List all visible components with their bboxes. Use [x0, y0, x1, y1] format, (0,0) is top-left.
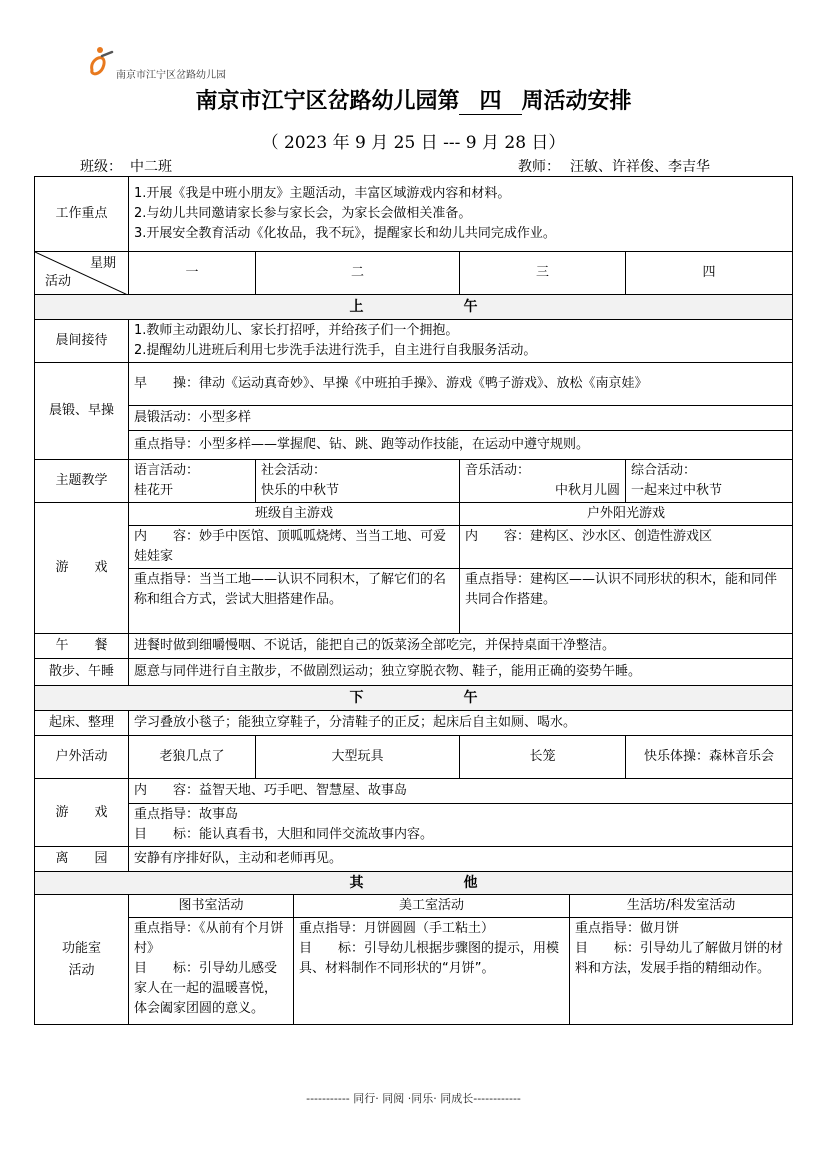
leave-label: 离 园 [35, 847, 129, 872]
games-label: 游 戏 [35, 503, 129, 634]
outdoor-games-title: 户外阳光游戏 [460, 503, 793, 526]
arrival-label: 晨间接待 [35, 320, 129, 363]
theme-cell [256, 460, 460, 503]
room-guide: 重点指导：《从前有个月饼村》 [134, 921, 284, 956]
life-room-title: 生活坊/科发室活动 [570, 895, 793, 918]
afternoon-games-row [35, 804, 793, 847]
theme-label: 主题教学 [35, 460, 129, 503]
games-row [35, 503, 793, 526]
teacher-info [518, 156, 720, 177]
room-guide: 重点指导：月饼圆圆（手工粘土） [299, 921, 495, 936]
wake-row [35, 711, 793, 736]
theme-type: 音乐活动： [465, 463, 531, 478]
wake-content: 学习叠放小毯子；能独立穿鞋子，分清鞋子的正反；起床后自主如厕、喝水。 [129, 711, 793, 736]
section-char: 其 [349, 875, 364, 891]
theme-type: 语言活动： [134, 463, 200, 478]
arrival-item: 1.教师主动跟幼儿、家长打招呼，并给孩子们一个拥抱。 [134, 323, 459, 338]
theme-name: 桂花开 [134, 483, 174, 498]
week-number: 四 [459, 88, 521, 115]
library-content [129, 918, 294, 1025]
focus-content [129, 177, 793, 252]
nap-row [35, 659, 793, 686]
class-label: 班级： [80, 159, 122, 175]
games-row [35, 526, 793, 569]
class-games-content: 内 容：妙手中医馆、顶呱呱烧烤、当当工地、可爱娃娃家 [129, 526, 460, 569]
weekday-header-top: 星期 [89, 256, 116, 271]
section-char: 午 [463, 299, 478, 315]
exercise-row [35, 406, 793, 431]
room-goal: 目 标：引导幼儿了解做月饼的材料和方法，发展手指的精细动作。 [575, 941, 784, 976]
room-goal: 目 标：引导幼儿根据步骤图的提示，用模具、材料制作不同形状的“月饼”。 [299, 941, 560, 976]
theme-type: 综合活动： [631, 463, 697, 478]
weekday-cell: 三 [460, 252, 626, 295]
theme-cell [626, 460, 793, 503]
teacher-value: 汪敏、许祥俊、李吉华 [560, 158, 720, 177]
class-games-title: 班级自主游戏 [129, 503, 460, 526]
page-title [0, 84, 827, 115]
wake-label: 起床、整理 [35, 711, 129, 736]
art-room-title: 美工室活动 [294, 895, 570, 918]
weekday-diagonal-cell [35, 252, 129, 295]
exercise-row [35, 431, 793, 460]
theme-row [35, 460, 793, 503]
arrival-row [35, 320, 793, 363]
exercise-row [35, 363, 793, 406]
lunch-row [35, 634, 793, 659]
theme-cell [129, 460, 256, 503]
games-row [35, 569, 793, 634]
section-char: 上 [349, 299, 364, 315]
other-section-row [35, 872, 793, 895]
outdoor-games-guide: 重点指导：建构区——认识不同形状的积木，能和同伴共同合作搭建。 [460, 569, 793, 634]
class-info [80, 156, 180, 177]
weekday-header-row [35, 252, 793, 295]
afternoon-games-row [35, 779, 793, 804]
section-char: 午 [463, 690, 478, 706]
room-guide: 重点指导：做月饼 [575, 921, 680, 936]
arrival-item: 2.提醒幼儿进班后利用七步洗手法进行洗手，自主进行自我服务活动。 [134, 343, 537, 358]
lunch-label: 午 餐 [35, 634, 129, 659]
life-room-content [570, 918, 793, 1025]
afternoon-games-label: 游 戏 [35, 779, 129, 847]
function-room-content-row [35, 918, 793, 1025]
nap-content: 愿意与同伴进行自主散步，不做剧烈运动；独立穿脱衣物、鞋子，能用正确的姿势午睡。 [129, 659, 793, 686]
outdoor-label: 户外活动 [35, 736, 129, 779]
schedule-table [34, 176, 793, 1025]
theme-name: 一起来过中秋节 [631, 483, 723, 498]
exercise-line: 重点指导：小型多样——掌握爬、钻、跳、跑等动作技能，在运动中遵守规则。 [129, 431, 793, 460]
outdoor-cell: 老狼几点了 [129, 736, 256, 779]
exercise-label: 晨锻、早操 [35, 363, 129, 460]
exercise-line: 早 操：律动《运动真奇妙》、早操《中班拍手操》、游戏《鸭子游戏》、放松《南京娃》 [129, 363, 793, 406]
afternoon-games-guide [129, 804, 793, 847]
outdoor-row [35, 736, 793, 779]
room-goal: 目 标：引导幼儿感受家人在一起的温暖喜悦，体会阖家团圆的意义。 [134, 961, 278, 1016]
focus-item: 2.与幼儿共同邀请家长参与家长会，为家长会做相关准备。 [134, 206, 472, 221]
leave-row [35, 847, 793, 872]
theme-cell [460, 460, 626, 503]
focus-label: 工作重点 [35, 177, 129, 252]
theme-name: 中秋月儿圆 [554, 483, 620, 498]
function-room-title-row [35, 895, 793, 918]
nap-label: 散步、午睡 [35, 659, 129, 686]
afternoon-games-guide-line: 重点指导：故事岛 [134, 807, 239, 822]
library-title: 图书室活动 [129, 895, 294, 918]
theme-type: 社会活动： [261, 463, 327, 478]
morning-section-row [35, 295, 793, 320]
theme-name: 快乐的中秋节 [261, 483, 340, 498]
outdoor-cell: 长笼 [460, 736, 626, 779]
title-suffix: 周活动安排 [521, 88, 632, 114]
outdoor-games-content: 内 容：建构区、沙水区、创造性游戏区 [460, 526, 793, 569]
section-char: 他 [463, 875, 478, 891]
weekday-cell: 一 [129, 252, 256, 295]
focus-item: 3.开展安全教育活动《化妆品，我不玩》，提醒家长和幼儿共同完成作业。 [134, 226, 556, 241]
outdoor-cell: 快乐体操：森林音乐会 [626, 736, 793, 779]
kindergarten-logo-icon [88, 44, 118, 76]
afternoon-games-goal-line: 目 标：能认真看书，大胆和同伴交流故事内容。 [134, 827, 434, 842]
focus-row [35, 177, 793, 252]
section-char: 下 [349, 690, 364, 706]
weekday-cell: 二 [256, 252, 460, 295]
leave-content: 安静有序排好队，主动和老师再见。 [129, 847, 793, 872]
function-room-label: 功能室 活动 [35, 895, 129, 1025]
outdoor-cell: 大型玩具 [256, 736, 460, 779]
lunch-content: 进餐时做到细嚼慢咽、不说话，能把自己的饭菜汤全部吃完，并保持桌面干净整洁。 [129, 634, 793, 659]
morning-section-heading [35, 295, 793, 320]
other-section-heading [35, 872, 793, 895]
exercise-line: 晨锻活动：小型多样 [129, 406, 793, 431]
title-prefix: 南京市江宁区岔路幼儿园第 [195, 88, 460, 114]
arrival-content [129, 320, 793, 363]
class-games-guide: 重点指导：当当工地——认识不同积木，了解它们的名称和组合方式，尝试大胆搭建作品。 [129, 569, 460, 634]
focus-item: 1.开展《我是中班小朋友》主题活动，丰富区域游戏内容和材料。 [134, 186, 511, 201]
logo-text: 南京市江宁区岔路幼儿园 [116, 70, 226, 81]
class-value: 中二班 [122, 158, 180, 177]
art-room-content [294, 918, 570, 1025]
weekday-cell: 四 [626, 252, 793, 295]
footer-slogan: ----------- 同行· 同阅 ·同乐· 同成长------------ [306, 1092, 521, 1105]
afternoon-section-heading [35, 686, 793, 711]
teacher-label: 教师： [518, 159, 560, 175]
date-range: （ 2023 年 9 月 25 日 --- 9 月 28 日） [261, 133, 566, 153]
weekday-header-bottom: 活动 [45, 274, 72, 289]
afternoon-games-content: 内 容：益智天地、巧手吧、智慧屋、故事岛 [129, 779, 793, 804]
afternoon-section-row [35, 686, 793, 711]
